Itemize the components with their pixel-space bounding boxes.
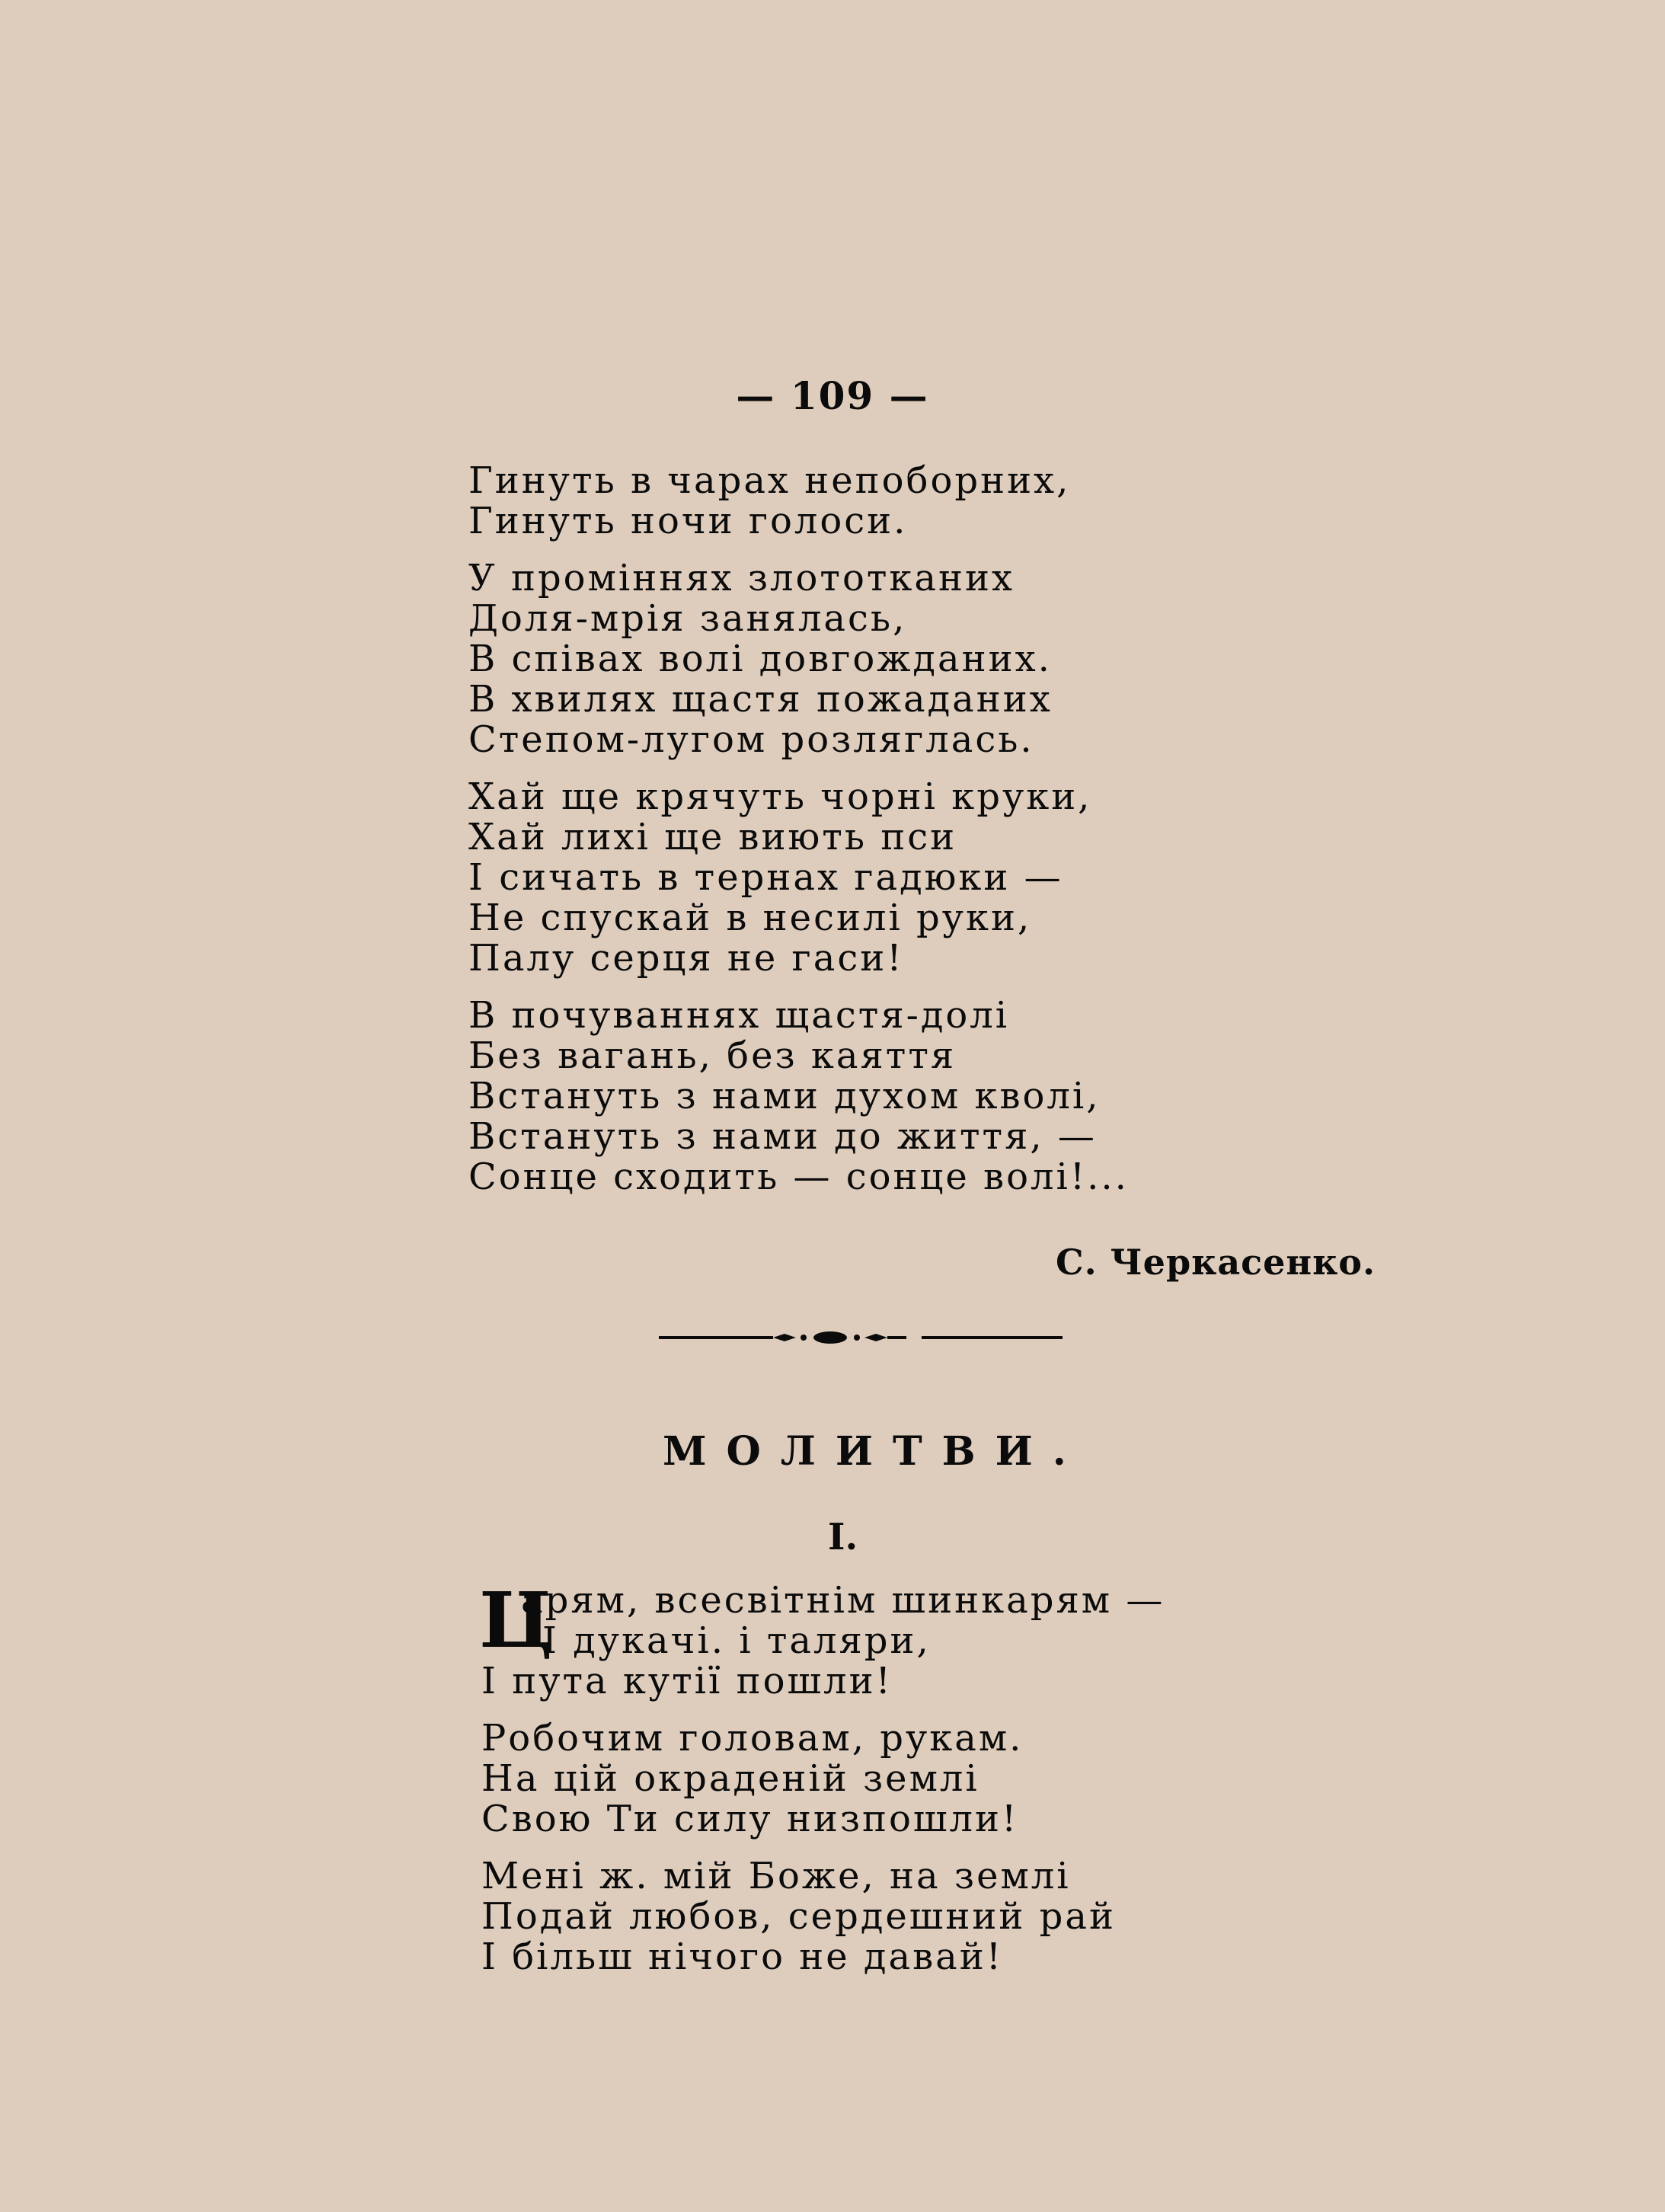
stanza [468,777,1459,979]
verse-line: На цій окраденій землі [481,1757,980,1800]
stanza [468,996,1459,1197]
author-signature: С. Черкасенко. [1056,1242,1376,1283]
verse-line: Без вагань, без каяття [468,1034,957,1077]
verse-line: Свою Ти силу низпошли! [481,1798,1019,1840]
verse-line: Доля-мрія занялась, [468,597,907,640]
verse-line: В почуваннях щастя-долі [468,994,1010,1037]
verse-line: Хай лихі ще виють пси [468,816,957,858]
poem-continued [468,461,1459,1214]
verse-line: Подай любов, сердешний рай [481,1895,1116,1938]
verse-line: Гинуть ночи голоси. [468,500,908,542]
verse-line: У проміннях злототканих [468,557,1015,599]
verse-line: І пута кутії пошли! [481,1660,893,1702]
verse-line: Палу серця не гаси! [468,937,904,980]
part-number: І. [828,1516,858,1558]
verse-line: Сонце сходить — сонце волі!... [468,1156,1129,1198]
page-number: — 109 — [736,373,929,418]
verse-line: Хай ще крячуть чорні круки, [468,775,1092,818]
verse-line: В хвилях щастя пожаданих [468,678,1053,721]
verse-line: Гинуть в чарах непоборних, [468,459,1071,502]
verse-line: І більш нічого не давай! [481,1936,1004,1978]
section-title: МОЛИТВИ. [663,1428,1086,1475]
verse-line: Встануть з нами до життя, — [468,1115,1097,1158]
verse-line: І дукачі. і таляри, [542,1619,931,1662]
stanza [468,461,1459,542]
verse-line: Не спускай в несилі руки, [468,897,1032,939]
stanza [479,1575,1472,1702]
verse-line: Робочим головам, рукам. [481,1717,1024,1760]
stanza [481,1856,1472,1977]
drop-cap: Ц [479,1575,555,1665]
verse-line: Степом-лугом розляглась. [468,718,1034,761]
verse-line: арям, всесвітнім шинкарям — [521,1579,1165,1622]
ornamental-divider [659,1322,1063,1353]
poem-prayers [479,1575,1472,1994]
verse-line: І сичать в тернах гадюки — [468,856,1063,899]
verse-line: Мені ж. мій Боже, на землі [481,1855,1071,1897]
stanza [468,558,1459,760]
verse-line: Встануть з нами духом кволі, [468,1075,1101,1117]
stanza [481,1718,1472,1840]
verse-line: В співах волі довгожданих. [468,638,1052,680]
